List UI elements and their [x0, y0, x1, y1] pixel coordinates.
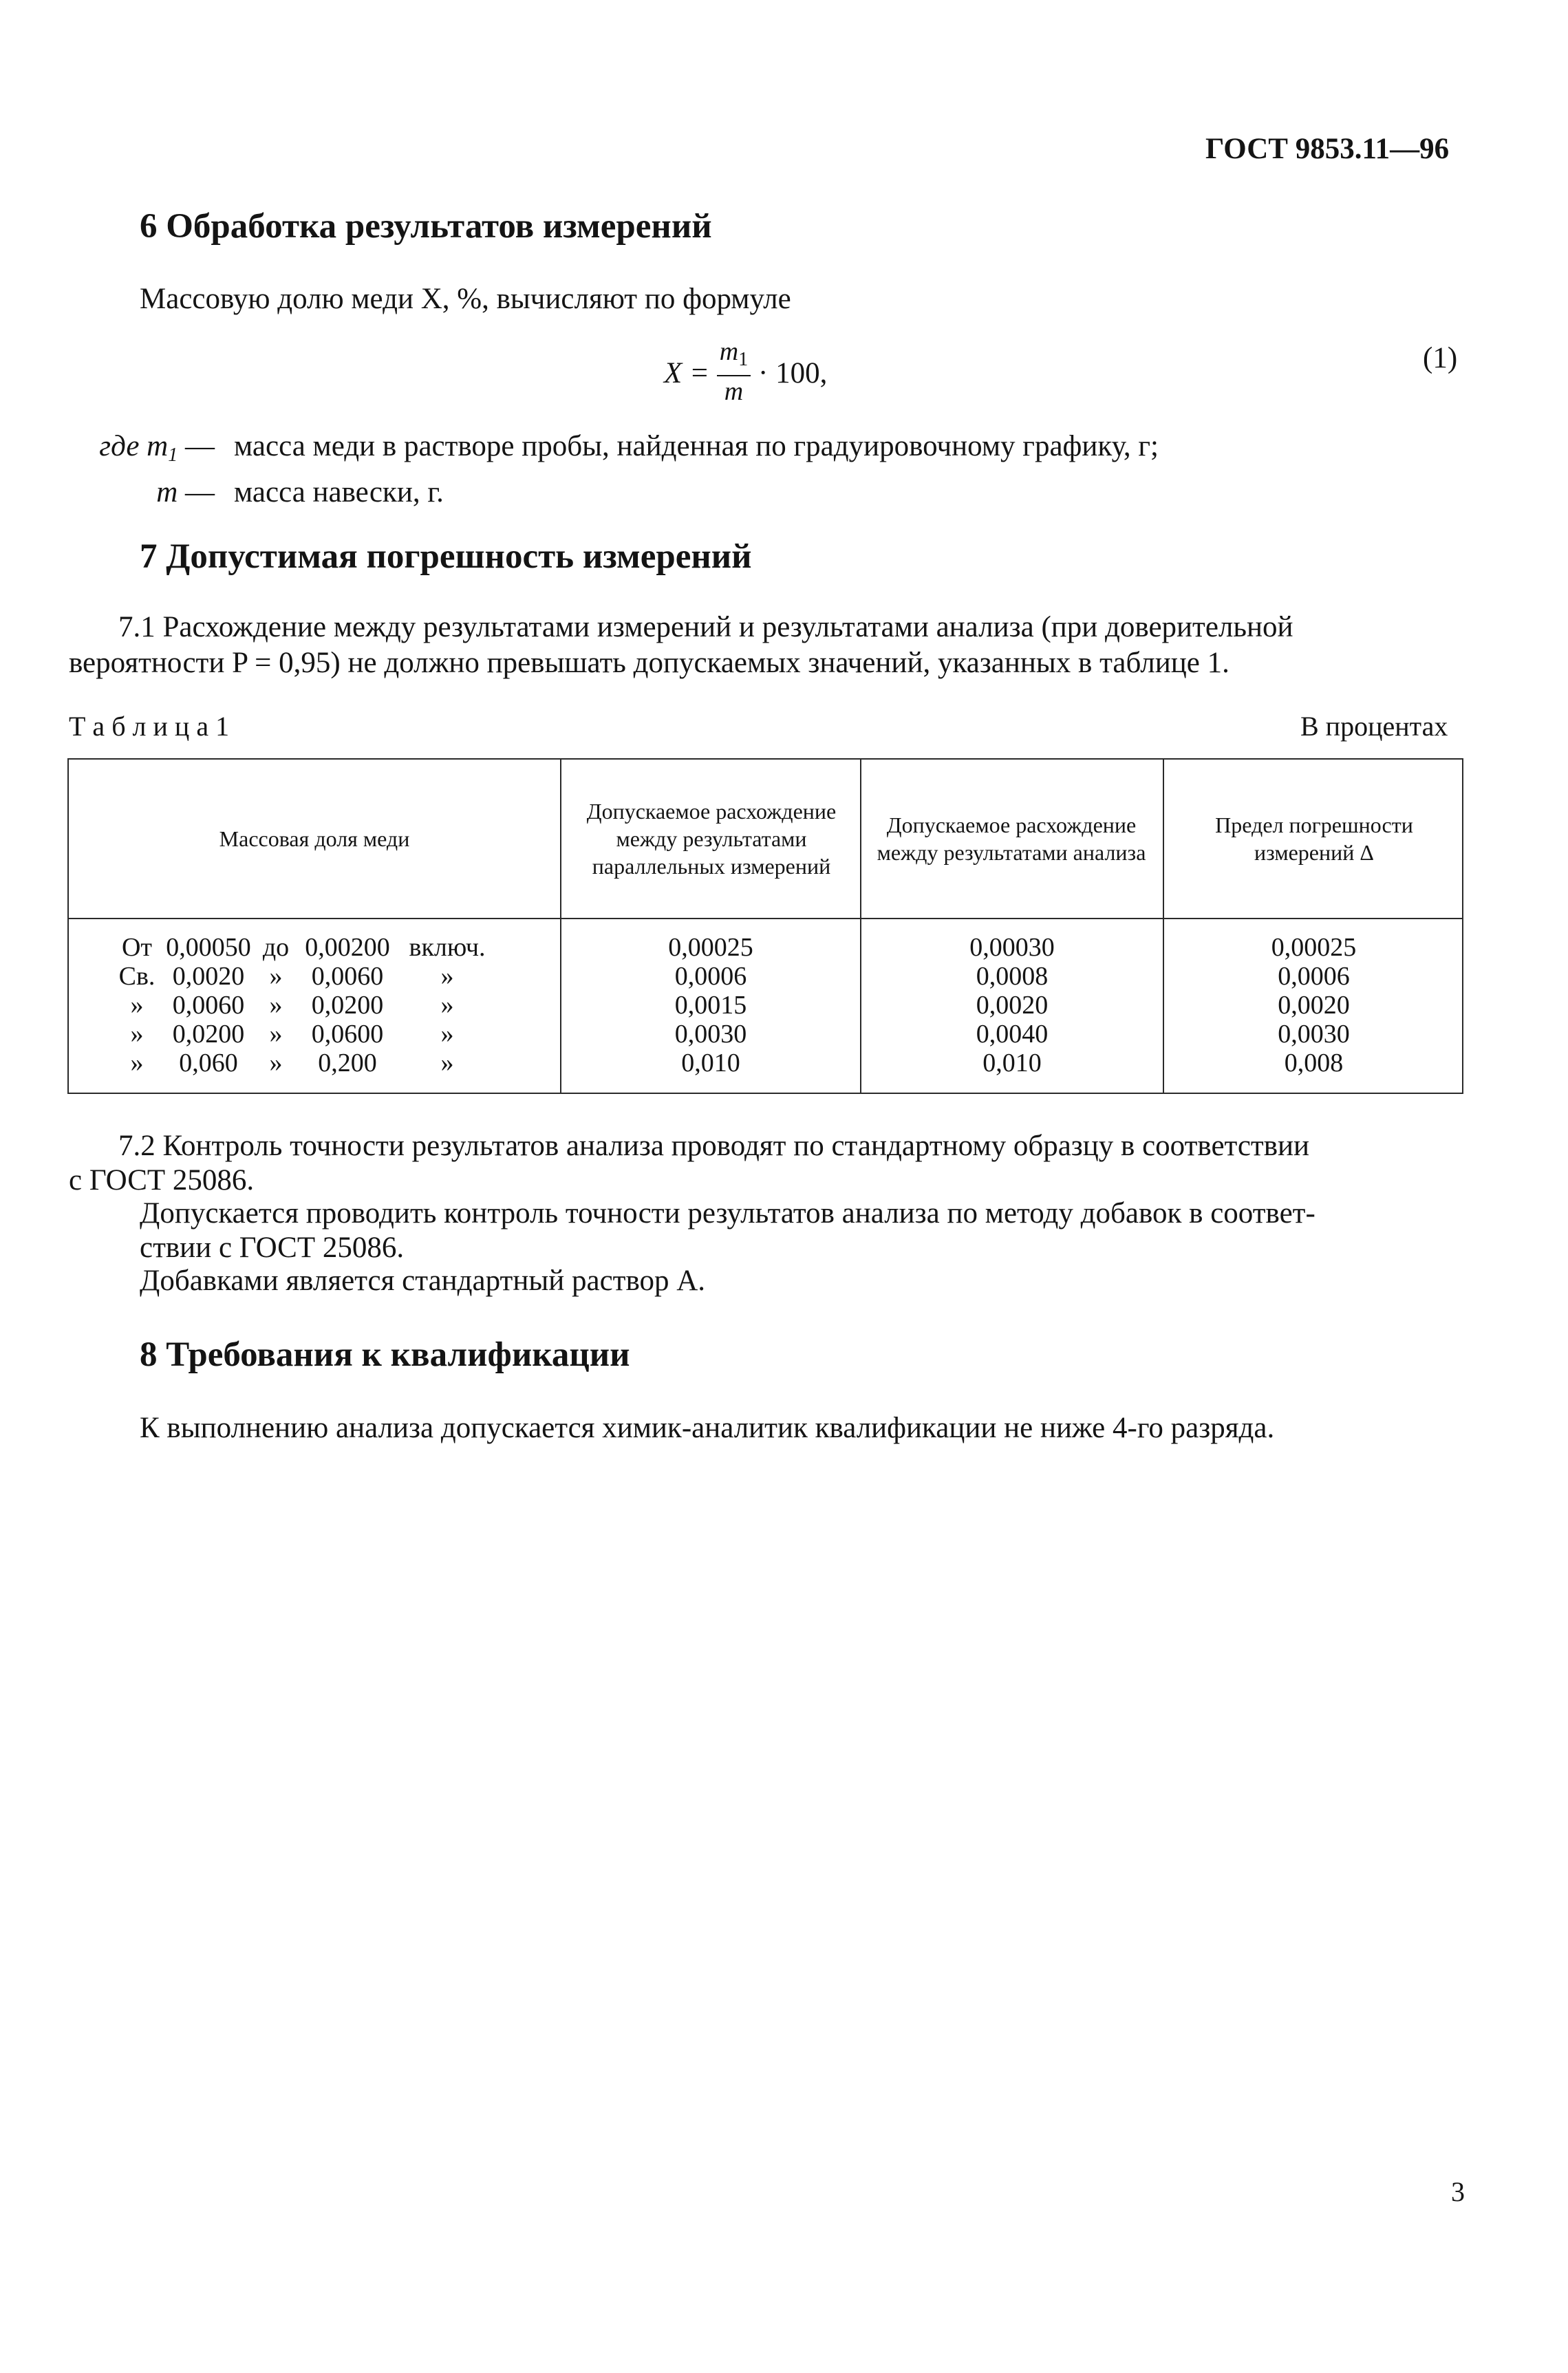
range-column — [113, 933, 495, 1077]
table-cell: 0,0040 — [976, 1020, 1049, 1049]
paragraph-7-4: Добавками является стандартный раствор А. — [140, 1265, 706, 1297]
formula-rhs: · 100, — [758, 356, 828, 389]
table-units: В процентах — [1300, 711, 1448, 742]
section-8-heading: 8 Требования к квалификации — [140, 1335, 630, 1374]
paragraph-7-3-line-1: Допускается проводить контроль точности результатов анализа по методу добавок в соответ- — [140, 1197, 1315, 1230]
variable-definitions — [69, 428, 1159, 511]
definition-text: масса навески, г. — [234, 476, 444, 508]
column-header: Массовая доля меди — [219, 826, 410, 851]
document-id: ГОСТ 9853.11—96 — [1205, 133, 1450, 165]
paragraph-7-2-line-2: с ГОСТ 25086. — [69, 1164, 255, 1196]
table-cell: 0,0030 — [674, 1020, 747, 1049]
definition-term: m — — [156, 476, 215, 508]
formula-denominator: m — [724, 377, 744, 406]
paragraph-7-2-line-1: 7.2 Контроль точности результатов анализа проводят по стандартному образцу в соответствии — [118, 1130, 1310, 1162]
table-row: От 0,00050 до 0,00200 включ. — [121, 933, 486, 962]
table-cell: 0,00025 — [1271, 933, 1357, 962]
definition-row — [69, 428, 1159, 474]
definition-text: масса меди в растворе пробы, найденная по градуировочному графику, г; — [234, 430, 1159, 462]
column-header: Допускаемое расхождение между результатами параллельных измерений — [586, 799, 837, 879]
definition-term: где $m_1$ — — [99, 430, 215, 466]
formula-number: (1) — [1423, 342, 1458, 374]
formula-lhs: X = — [664, 356, 710, 389]
section-6-heading: 6 Обработка результатов измерений — [140, 207, 712, 246]
table-label: Т а б л и ц а 1 — [69, 711, 230, 742]
column-header: Допускаемое расхождение между результатами анализа — [877, 813, 1146, 865]
table-cell: 0,0008 — [976, 962, 1049, 991]
table-cell: 0,0020 — [976, 991, 1049, 1020]
parallel-tolerance-column — [561, 933, 860, 1077]
table-cell: 0,0020 — [1278, 991, 1350, 1020]
header-divider — [69, 918, 1462, 919]
error-limit-column — [1164, 933, 1463, 1077]
tolerance-table — [67, 758, 1463, 1094]
table-cell: 0,010 — [982, 1049, 1042, 1077]
table-cell: 0,00030 — [969, 933, 1055, 962]
section-7-heading: 7 Допустимая погрешность измерений — [140, 537, 752, 576]
section-6-intro: Массовую долю меди X, %, вычисляют по формуле — [140, 283, 791, 315]
table-cell: 0,00025 — [668, 933, 753, 962]
table-cell: 0,0015 — [674, 991, 747, 1020]
table-cell: 0,0006 — [1278, 962, 1350, 991]
table-cell: 0,0006 — [674, 962, 747, 991]
paragraph-7-1-line-1: 7.1 Расхождение между результатами измерений и результатами анализа (при доверительной — [118, 611, 1293, 643]
table-cell: 0,010 — [681, 1049, 740, 1077]
paragraph-7-3-line-2: ствии с ГОСТ 25086. — [140, 1232, 405, 1264]
table-row: » 0,0060 » 0,0200 » — [130, 991, 454, 1020]
section-8-text: К выполнению анализа допускается химик-аналитик квалификации не ниже 4-го разряда. — [140, 1412, 1275, 1444]
table-row: Св. 0,0020 » 0,0060 » — [118, 962, 454, 991]
table-cell: 0,008 — [1284, 1049, 1344, 1077]
paragraph-7-1-line-2: вероятности P = 0,95) не должно превышать допускаемых значений, указанных в таблице 1. — [69, 647, 1229, 679]
column-header: Предел погрешности измерений Δ — [1215, 813, 1413, 865]
formula-1 — [664, 337, 828, 411]
table-row: » 0,060 » 0,200 » — [130, 1049, 454, 1077]
formula-numerator: $m_1$ — [717, 336, 751, 376]
table-cell: 0,0030 — [1278, 1020, 1350, 1049]
table-row: » 0,0200 » 0,0600 » — [130, 1020, 454, 1049]
definition-row — [69, 474, 1159, 511]
page-number: 3 — [1451, 2176, 1465, 2207]
analysis-tolerance-column — [861, 933, 1163, 1077]
formula-fraction — [717, 336, 751, 407]
